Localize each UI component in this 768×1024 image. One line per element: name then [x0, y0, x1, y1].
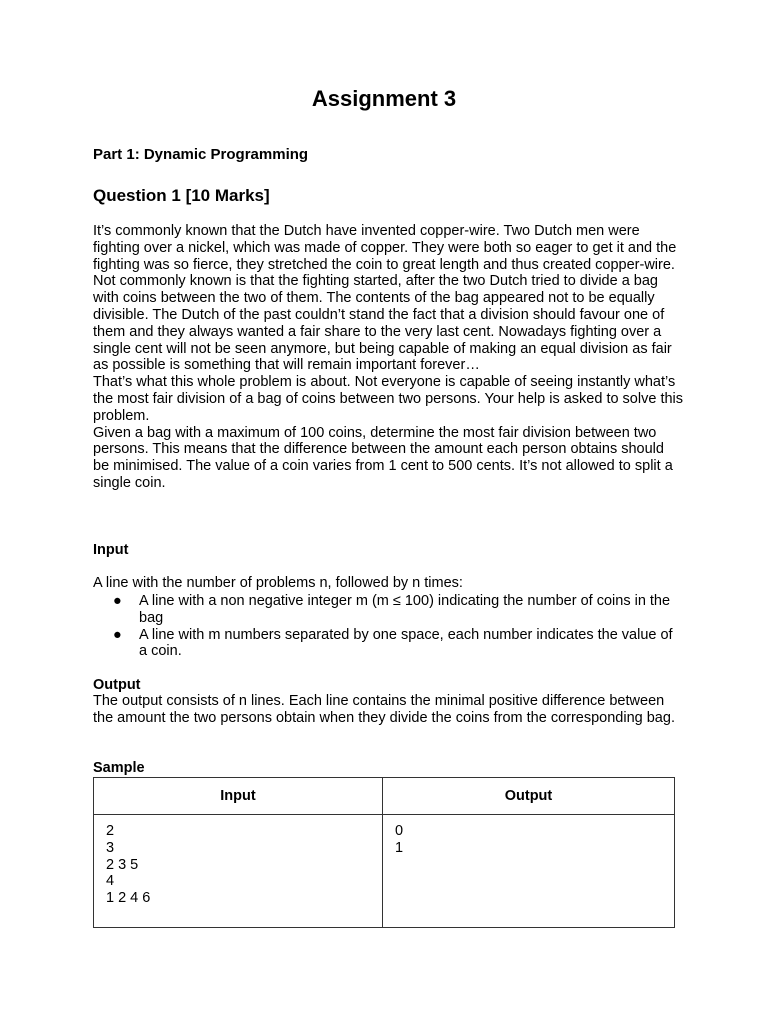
input-description: A line with the number of problems n, followed by n times:: [93, 575, 463, 591]
output-description: The output consists of n lines. Each line contains the minimal positive difference between the amount the two persons obtain when they divide the coins from the corresponding bag.: [93, 693, 675, 726]
sample-heading: Sample: [93, 760, 145, 776]
list-item: [113, 627, 673, 661]
sample-output-line: 1: [395, 839, 404, 856]
bullet-icon: ●: [113, 626, 122, 643]
intro-paragraph: Given a bag with a maximum of 100 coins, determine the most fair division between two persons. This means that the difference between the amount each person obtains should be minimised. The value of a coin varies from 1 cent to 500 cents. It’s not allowed to split a single coin.: [93, 424, 673, 491]
sample-output-line: 0: [395, 823, 404, 839]
sample-input-line: 2 3 5: [106, 856, 139, 873]
intro-paragraph: Not commonly known is that the fighting started, after the two Dutch tried to divide a bag with coins between the two of them. The contents of the bag appeared not to be equally divisible. The Dutch of the past couldn’t stand the fact that a division should favour one of them and they always wanted a fair share to the very last cent. Nowadays fighting over a single cent will not be seen anymore, but being capable of making an equal division as fair as possible is something that will remain important forever…: [93, 273, 672, 374]
part-heading: Part 1: Dynamic Programming: [93, 146, 309, 163]
sample-output-cell: [383, 815, 675, 928]
sample-input-line: 3: [106, 839, 115, 856]
sample-input-line: 4: [106, 873, 115, 890]
sample-input-line: 2: [106, 823, 115, 839]
intro-paragraph: That’s what this whole problem is about. Not everyone is capable of seeing instantly what’s the most fair division of a bag of coins between two persons. Your help is asked to solve this problem.: [93, 374, 684, 424]
input-heading: Input: [93, 542, 129, 558]
input-bullet-list: [113, 593, 673, 660]
sample-table: [93, 777, 675, 928]
sample-input-line: 1 2 4 6: [106, 890, 151, 907]
intro-text: [93, 223, 683, 492]
output-heading: Output: [93, 677, 141, 693]
table-row: [94, 815, 675, 928]
output-column-header: Output: [383, 778, 675, 815]
table-header-row: [94, 778, 675, 815]
document-title: Assignment 3: [311, 86, 457, 111]
sample-input-cell: [94, 815, 383, 928]
question-heading: Question 1 [10 Marks]: [93, 186, 270, 205]
list-item-text: A line with m numbers separated by one space, each number indicates the value of a coin.: [139, 626, 673, 660]
bullet-icon: ●: [113, 593, 122, 609]
list-item: [113, 593, 673, 627]
input-column-header: Input: [94, 778, 383, 815]
list-item-text: A line with a non negative integer m (m ≤ 100) indicating the number of coins in the bag: [139, 593, 671, 626]
intro-paragraph: It’s commonly known that the Dutch have invented copper-wire. Two Dutch men were fighting over a nickel, which was made of copper. They were both so eager to get it and the fighting was so fierce, they stretched the coin to great length and thus created copper-wire.: [93, 223, 677, 273]
